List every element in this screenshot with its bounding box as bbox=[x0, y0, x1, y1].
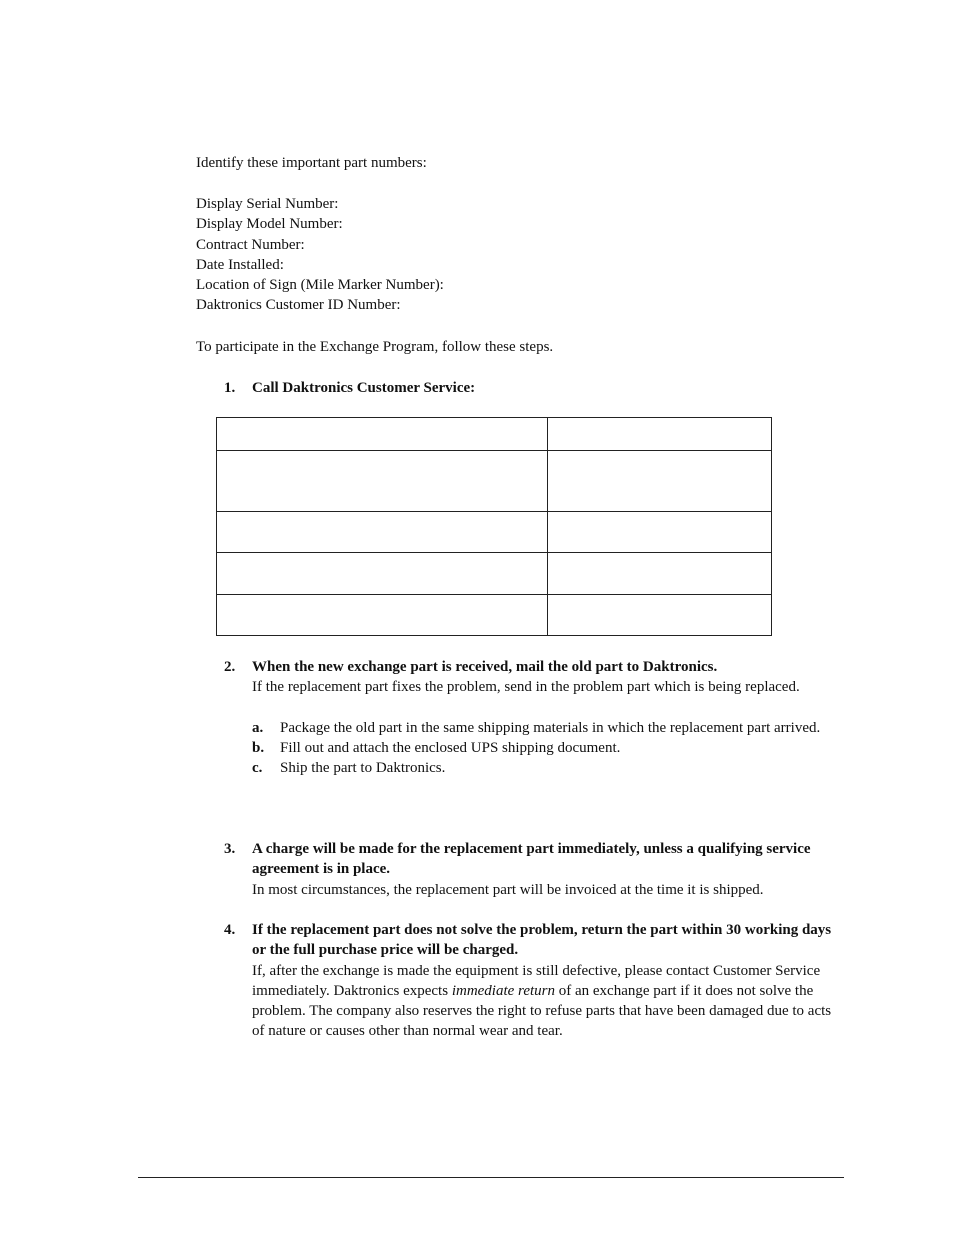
table-row bbox=[217, 451, 772, 512]
field-serial-number: Display Serial Number: bbox=[196, 196, 339, 212]
step-number: 3. bbox=[224, 841, 236, 857]
field-model-number: Display Model Number: bbox=[196, 216, 343, 233]
step-heading: A charge will be made for the replacement part immediately, unless a qualifying service agreement is in place. bbox=[252, 841, 811, 878]
sub-step-letter: a. bbox=[252, 719, 264, 736]
steps-intro: To participate in the Exchange Program, follow these steps. bbox=[196, 339, 554, 355]
step-text-part: If, after the exchange is made the equipment is still defective, please contact Customer Service immediately. Daktronics expects bbox=[252, 962, 821, 999]
table-cell bbox=[217, 512, 548, 553]
sub-step-letter: b. bbox=[252, 740, 265, 757]
step-3 bbox=[224, 839, 844, 900]
table-cell bbox=[217, 595, 548, 636]
step-text-part: of an exchange part if it does not solve the problem. The company also reserves the right to refuse parts that have been damaged due to acts of nature or causes other than normal wear and tear. bbox=[252, 982, 832, 1040]
sub-step-c bbox=[252, 758, 844, 778]
table-cell bbox=[217, 553, 548, 595]
field-sign-location: Location of Sign (Mile Marker Number): bbox=[196, 277, 444, 294]
step-4 bbox=[224, 920, 844, 1042]
table-row bbox=[217, 553, 772, 595]
field-customer-id: Daktronics Customer ID Number: bbox=[196, 297, 401, 314]
table-cell bbox=[217, 418, 548, 451]
table-cell bbox=[548, 418, 772, 451]
footer-rule bbox=[138, 1177, 844, 1178]
immediate-return-emphasis: immediate return bbox=[451, 982, 555, 999]
step-heading: Call Daktronics Customer Service: bbox=[252, 380, 476, 396]
table-cell bbox=[548, 451, 772, 512]
sub-step-letter: c. bbox=[252, 760, 263, 777]
step-heading: If the replacement part does not solve the problem, return the part within 30 working days or the full purchase price will be charged. bbox=[252, 922, 832, 959]
table-cell bbox=[217, 451, 548, 512]
table-cell bbox=[548, 512, 772, 553]
step-heading: When the new exchange part is received, mail the old part to Daktronics. bbox=[252, 659, 718, 675]
intro-text: Identify these important part numbers: bbox=[196, 155, 427, 171]
step-number: 2. bbox=[224, 659, 236, 675]
step-number: 1. bbox=[224, 380, 236, 396]
step-text: In most circumstances, the replacement part will be invoiced at the time it is shipped. bbox=[252, 881, 764, 898]
field-date-installed: Date Installed: bbox=[196, 256, 284, 273]
sub-step-b bbox=[252, 738, 844, 758]
table-cell bbox=[548, 595, 772, 636]
table-row bbox=[217, 418, 772, 451]
part-number-fields bbox=[196, 194, 444, 316]
step-text bbox=[252, 961, 844, 1042]
field-contract-number: Contract Number: bbox=[196, 236, 305, 253]
sub-step-text: Package the old part in the same shipping materials in which the replacement part arrived. bbox=[280, 719, 821, 736]
sub-step-text: Ship the part to Daktronics. bbox=[280, 760, 446, 777]
sub-step-text: Fill out and attach the enclosed UPS shipping document. bbox=[280, 740, 621, 757]
table-row bbox=[217, 512, 772, 553]
step-number: 4. bbox=[224, 922, 236, 938]
sub-step-a bbox=[252, 718, 844, 738]
table-cell bbox=[548, 553, 772, 595]
step-2 bbox=[224, 657, 844, 779]
step-1 bbox=[224, 378, 844, 398]
step-text: If the replacement part fixes the problem, send in the problem part which is being replaced. bbox=[252, 679, 800, 696]
table-row bbox=[217, 595, 772, 636]
customer-service-table bbox=[216, 417, 772, 636]
